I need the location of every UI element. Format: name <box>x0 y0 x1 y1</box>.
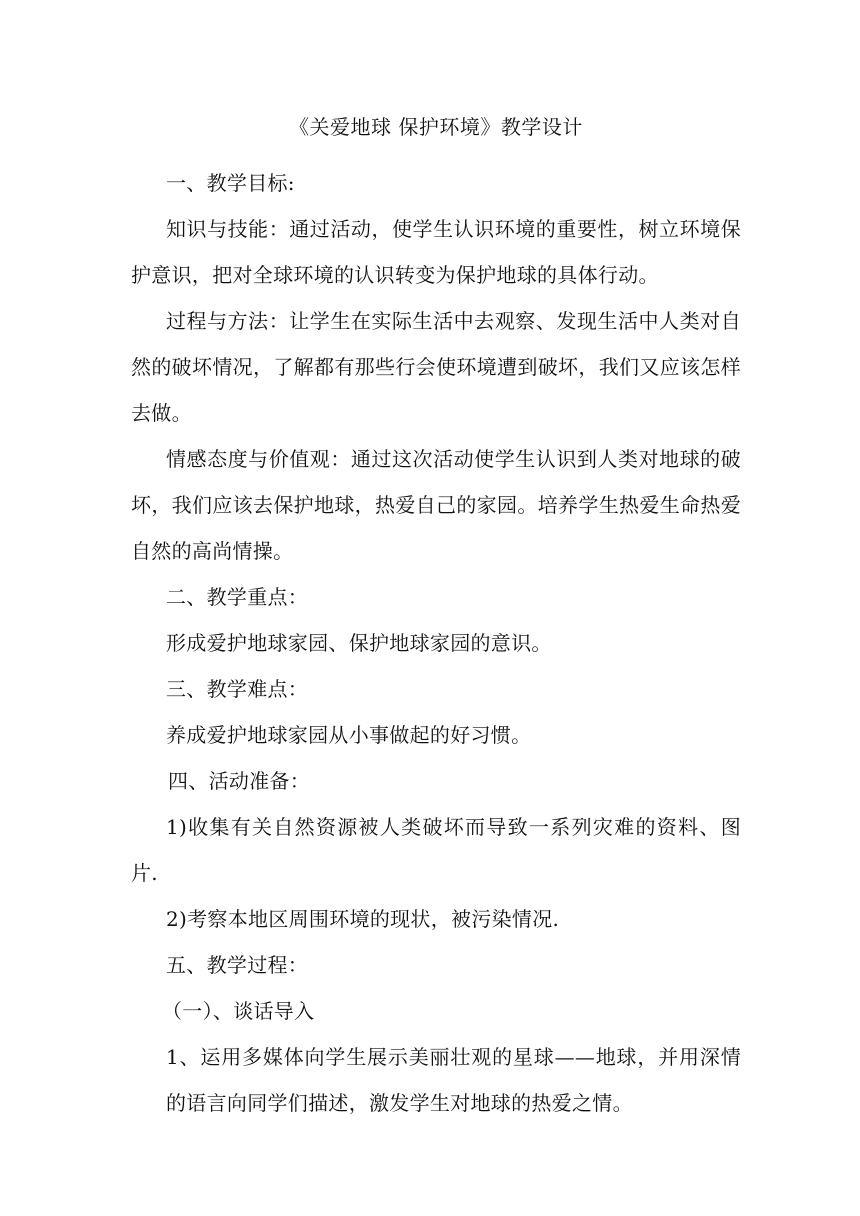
section-heading-objectives: 一、教学目标: <box>166 171 295 195</box>
paragraph-process-method: 过程与方法：让学生在实际生活中去观察、发现生活中人类对自然的破坏情况，了解都有那些行会使环境遭到破坏，我们又应该怎样去做。 <box>131 309 741 425</box>
list-item-process-1: 1、运用多媒体向学生展示美丽壮观的星球——地球，并用深情的语言向同学们描述，激发学生对地球的热爱之情。 <box>166 1045 741 1115</box>
document-body <box>131 113 741 1126</box>
list-item-preparation-1: 1)收集有关自然资源被人类破坏而导致一系列灾难的资料、图片. <box>131 815 741 885</box>
paragraph-difficulties: 养成爱护地球家园从小事做起的好习惯。 <box>166 723 532 747</box>
document-title: 《关爱地球 保护环境》教学设计 <box>289 115 583 139</box>
paragraph-key-points: 形成爱护地球家园、保护地球家园的意识。 <box>166 631 552 655</box>
section-heading-key-points: 二、教学重点： <box>166 585 309 609</box>
section-heading-difficulties: 三、教学难点： <box>166 677 309 701</box>
paragraph-emotion-values: 情感态度与价值观：通过这次活动使学生认识到人类对地球的破坏，我们应该去保护地球，热爱自己的家园。培养学生热爱生命热爱自然的高尚情操。 <box>131 447 741 563</box>
paragraph-knowledge-skills: 知识与技能：通过活动，使学生认识环境的重要性，树立环境保护意识，把对全球环境的认识转变为保护地球的具体行动。 <box>131 217 741 287</box>
section-heading-process: 五、教学过程： <box>166 953 309 977</box>
section-heading-preparation: 四、活动准备： <box>168 769 311 793</box>
subsection-heading-intro: （一）、谈话导入 <box>162 999 315 1023</box>
list-item-preparation-2: 2)考察本地区周围环境的现状，被污染情况. <box>166 907 560 931</box>
